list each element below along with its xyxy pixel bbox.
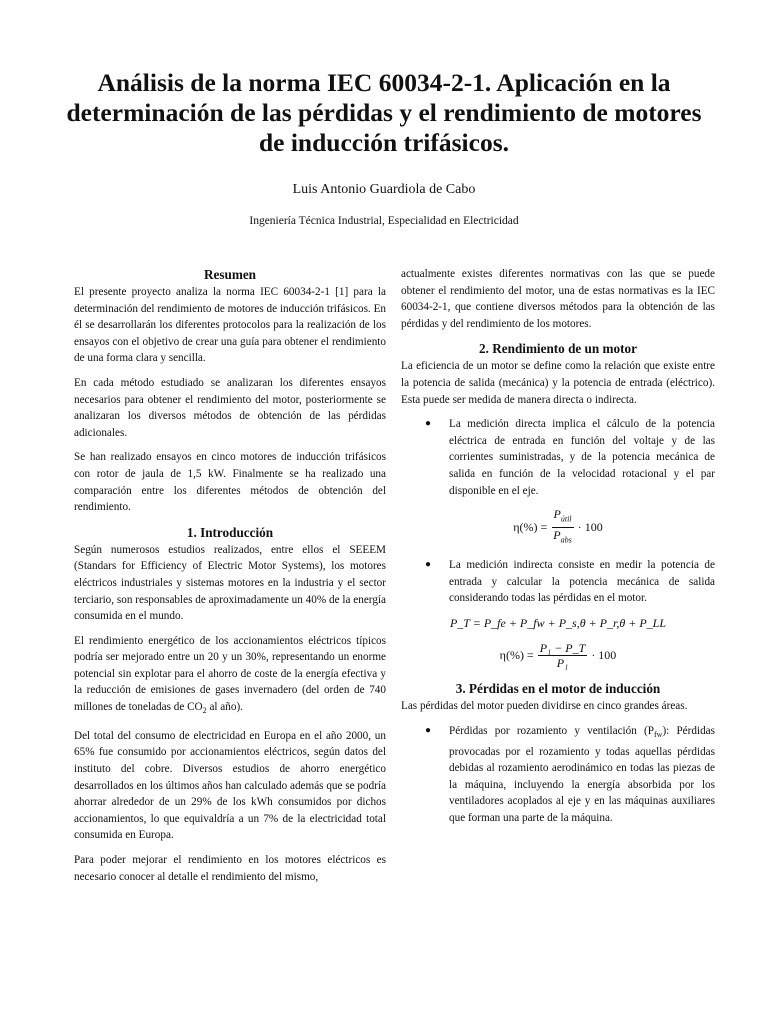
bullet-indirect-measurement: ● La medición indirecta consiste en medir la potencia de entrada y calcular la potencia mecánica de salida considerando todas las pérdidas en el motor.: [401, 557, 715, 607]
author-name: Luis Antonio Guardiola de Cabo: [292, 182, 476, 197]
abstract-paragraph-3: Se han realizado ensayos en cinco motores de inducción trifásicos con rotor de jaula de 1,5 kW. Finalmente se ha realizado una comparación entre los diferentes métodos de obtención del rendimiento.: [74, 451, 386, 514]
section-2-heading: 2. Rendimiento de un motor: [479, 341, 637, 357]
left-column: [74, 266, 386, 893]
introduction-paragraph-3: Del total del consumo de electricidad en Europa en el año 2000, un 65% fue consumido por accionamientos eléctricos, según datos del instituto del cobre. Diversos estudios de ahorro energético desarrollados en los últimos años han calculado además que se podría ahorrar alrededor de un 29% de los kWh consumidos por dichos accionamientos, lo que equivaldría a un 7% de la electricidad total consumida en Europa.: [74, 729, 386, 842]
section-3-heading: 3. Pérdidas en el motor de inducción: [455, 681, 661, 697]
introduction-paragraph-1: Según numerosos estudios realizados, entre ellos el SEEEM (Standars for Efficiency of Electric Motor Systems), los motores eléctricos industriales y sistemas motores en la industria y el sector terciario, son responsables de aproximadamente un 40% de la energía consumida en el mundo.: [74, 543, 386, 623]
section-3-paragraph: Las pérdidas del motor pueden dividirse en cinco grandes áreas.: [401, 700, 688, 713]
equation-direct-efficiency: η(%) = $\frac{P_{útil}}{P_{abs}}$ · 100: [513, 507, 603, 544]
continuation-paragraph: actualmente existes diferentes normativas con las que se puede obtener el rendimiento del motor, una de estas normativas es la IEC 60034-2-1, que contiene diversos métodos para la obtención de las pérdidas y del rendimiento de los motores.: [401, 268, 715, 330]
paper-title: Análisis de la norma IEC 60034-2-1. Aplicación en la determinación de las pérdidas y el rendimiento de motores de inducción trifásicos.: [66, 68, 702, 157]
introduction-paragraph-4: Para poder mejorar el rendimiento en los motores eléctricos es necesario conocer al detalle el rendimiento del mismo,: [74, 854, 386, 883]
equation-total-losses: P_T = P_fe + P_fw + P_s,θ + P_r,θ + P_LL: [449, 615, 667, 630]
introduction-heading: 1. Introducción: [186, 524, 274, 540]
bullet-direct-measurement: ● La medición directa implica el cálculo de la potencia eléctrica de entrada en función del voltaje y de las corrientes suministradas, y de la potencia mecánica de salida en función de la velocidad rotacional y el par disponible en el eje.: [401, 416, 715, 499]
bullet-friction-losses: ● Pérdidas por rozamiento y ventilación $(P_{fw})$: Pérdidas provocadas por el rozamiento y todas aquellas pérdidas debidas al rozamiento aerodinámico en todas las piezas de la máquina, incluyendo la energía absorbida por los ventiladores acoplados al eje y en las máquinas auxiliares que forman una parte de la máquina.: [401, 723, 715, 827]
bullet-icon: ●: [425, 724, 432, 736]
abstract-heading: Resumen: [203, 267, 257, 282]
bullet-icon: ●: [425, 418, 432, 430]
abstract-paragraph-1: El presente proyecto analiza la norma IEC 60034-2-1 [1] para la determinación del rendimiento de motores de inducción trifásicos. En él se desarrollarán los diferentes protocolos para la realización de los ensayos con el objetivo de crear una guía para obtener el rendimiento de una forma clara y sencilla.: [74, 286, 386, 365]
equation-indirect-efficiency: η(%) = $\frac{\text{P₁ − P\_T}}{\text{P₁}}$ · 100: [499, 641, 617, 671]
bullet-icon: ●: [425, 558, 432, 570]
introduction-paragraph-2: El rendimiento energético de los accionamientos eléctricos típicos podría ser mejorado entre un 20 y un 30%, representando un enorme potencial sin explotar para el ahorro de coste de la energía efectiva y la reducción de emisiones de gases invernadero (del orden de 740 millones de toneladas de $CO_2$ al año).: [74, 634, 386, 716]
abstract-paragraph-2: En cada método estudiado se analizaran los diferentes ensayos necesarios para obtener el rendimiento del motor, posteriormente se analizaran los diversos métodos de obtención de las pérdidas adicionales.: [74, 376, 386, 439]
right-column: [401, 266, 715, 835]
author-affiliation: Ingeniería Técnica Industrial, Especialidad en Electricidad: [249, 215, 519, 227]
section-2-paragraph: La eficiencia de un motor se define como la relación que existe entre la potencia de salida (mecánica) y la potencia de entrada (eléctrico). Esta puede ser medida de manera directa o indirecta.: [401, 360, 715, 406]
